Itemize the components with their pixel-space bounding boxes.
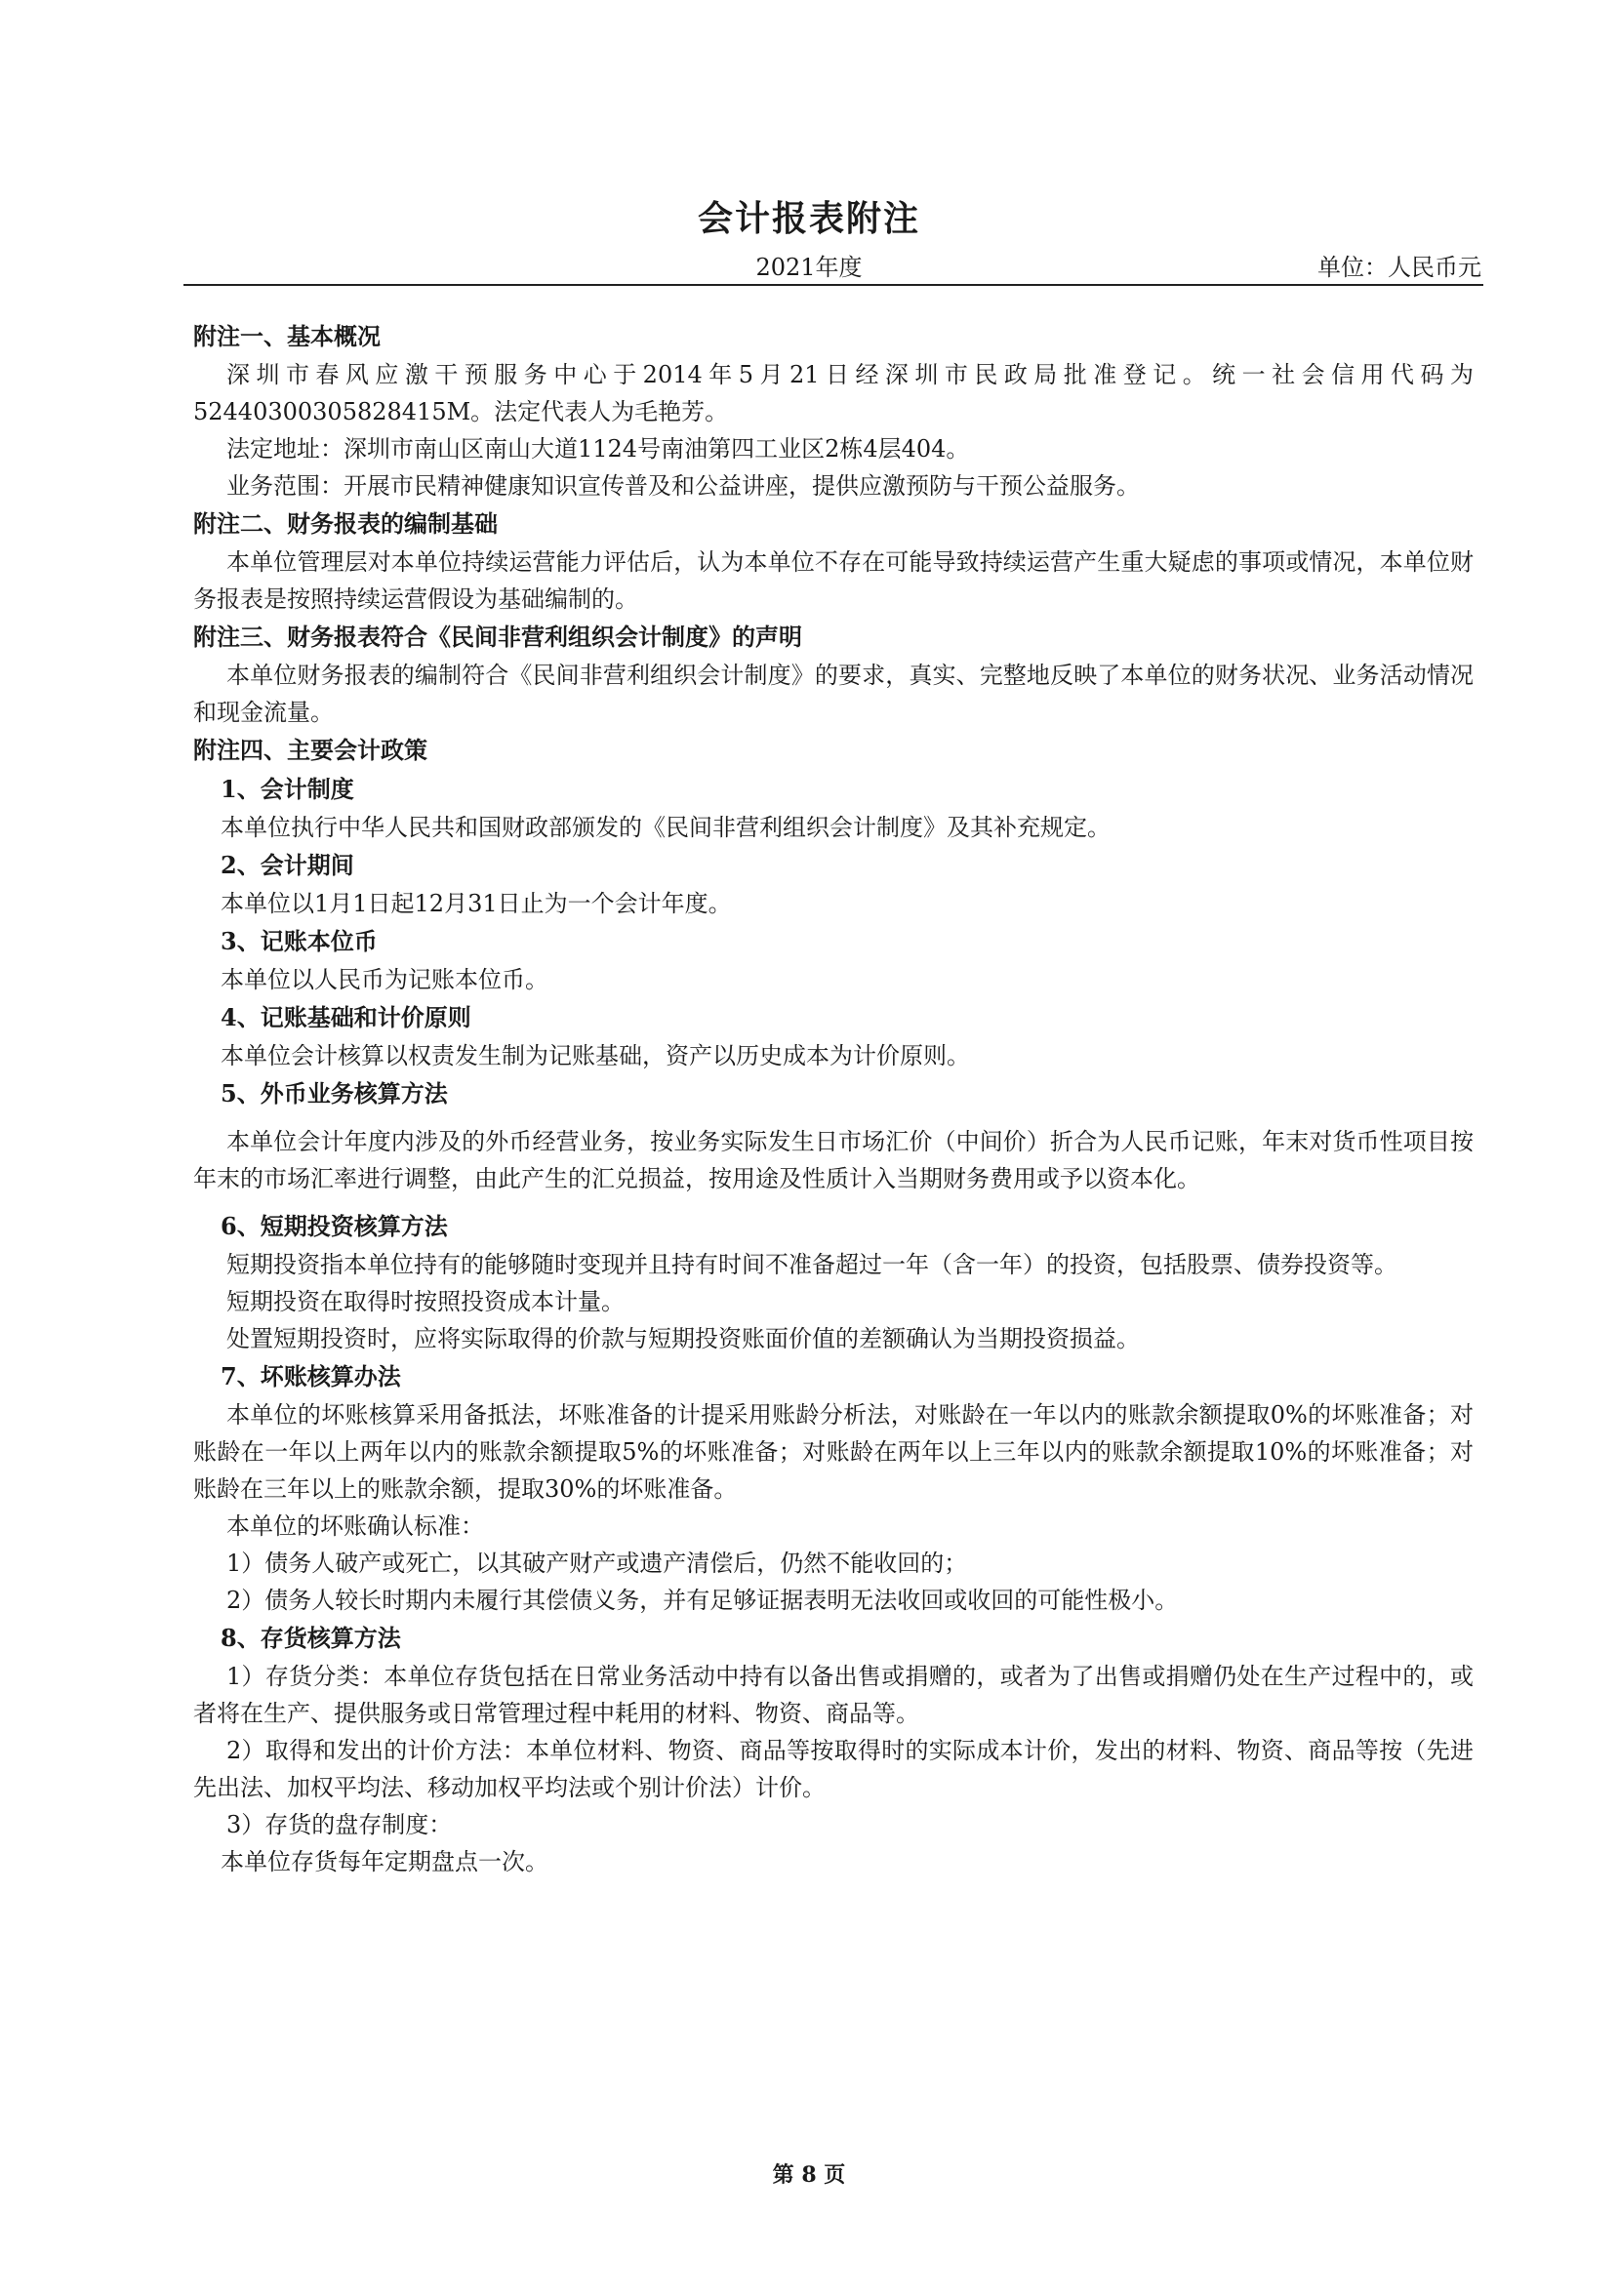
paragraph: 2）债务人较长时期内未履行其偿债义务，并有足够证据表明无法收回或收回的可能性极小。 <box>226 1587 1179 1614</box>
notes-body <box>193 317 1474 1880</box>
page-title: 会计报表附注 <box>697 198 920 239</box>
paragraph: 1）债务人破产或死亡，以其破产财产或遗产清偿后，仍然不能收回的； <box>226 1550 968 1577</box>
subsection-heading: 1、会计制度 <box>221 775 354 803</box>
paragraph: 本单位以1月1日起12月31日止为一个会计年度。 <box>221 890 732 917</box>
paragraph: 本单位执行中华人民共和国财政部颁发的《民间非营利组织会计制度》及其补充规定。 <box>221 814 1111 841</box>
paragraph: 处置短期投资时，应将实际取得的价款与短期投资账面价值的差额确认为当期投资损益。 <box>226 1325 1140 1352</box>
report-year: 2021年度 <box>755 254 863 281</box>
spacer <box>193 1113 1474 1123</box>
paragraph: 本单位以人民币为记账本位币。 <box>221 966 548 993</box>
subsection-heading: 2、会计期间 <box>221 851 354 879</box>
subsection-heading: 7、坏账核算办法 <box>221 1362 401 1390</box>
paragraph: 短期投资在取得时按照投资成本计量。 <box>226 1288 625 1315</box>
section-heading: 附注三、财务报表符合《民间非营利组织会计制度》的声明 <box>193 623 802 651</box>
subsection-heading: 6、短期投资核算方法 <box>221 1212 448 1240</box>
subsection-heading: 5、外币业务核算方法 <box>221 1079 448 1108</box>
paragraph: 法定地址：深圳市南山区南山大道1124号南油第四工业区2栋4层404。 <box>226 435 970 463</box>
paragraph: 1）存货分类：本单位存货包括在日常业务活动中持有以备出售或捐赠的，或者为了出售或捐赠仍处在生产过程中的，或者将在生产、提供服务或日常管理过程中耗用的材料、物资、商品等。 <box>193 1663 1474 1727</box>
section-heading: 附注四、主要会计政策 <box>193 736 427 764</box>
paragraph: 2）取得和发出的计价方法：本单位材料、物资、商品等按取得时的实际成本计价，发出的材料、物资、商品等按（先进先出法、加权平均法、移动加权平均法或个别计价法）计价。 <box>193 1737 1474 1801</box>
paragraph: 3）存货的盘存制度： <box>226 1811 453 1838</box>
paragraph: 本单位财务报表的编制符合《民间非营利组织会计制度》的要求，真实、完整地反映了本单位的财务状况、业务活动情况和现金流量。 <box>193 662 1474 726</box>
subsection-heading: 8、存货核算方法 <box>221 1624 401 1652</box>
paragraph: 本单位的坏账确认标准： <box>226 1512 484 1540</box>
header-divider <box>183 284 1483 286</box>
paragraph: 本单位的坏账核算采用备抵法，坏账准备的计提采用账龄分析法，对账龄在一年以内的账款余额提取0%的坏账准备；对账龄在一年以上两年以内的账款余额提取5%的坏账准备；对账龄在两年以上三年以内的账款余额提取10%的坏账准备；对账龄在三年以上的账款余额，提取30%的坏账准备。 <box>193 1401 1474 1503</box>
subsection-heading: 4、记账基础和计价原则 <box>221 1003 471 1031</box>
subsection-heading: 3、记账本位币 <box>221 927 378 955</box>
paragraph: 业务范围：开展市民精神健康知识宣传普及和公益讲座，提供应激预防与干预公益服务。 <box>226 472 1140 500</box>
section-heading: 附注二、财务报表的编制基础 <box>193 509 498 538</box>
paragraph: 本单位会计核算以权责发生制为记账基础，资产以历史成本为计价原则。 <box>221 1042 970 1069</box>
paragraph: 本单位管理层对本单位持续运营能力评估后，认为本单位不存在可能导致持续运营产生重大疑虑的事项或情况，本单位财务报表是按照持续运营假设为基础编制的。 <box>193 548 1474 613</box>
section-heading: 附注一、基本概况 <box>193 322 381 350</box>
paragraph: 短期投资指本单位持有的能够随时变现并且持有时间不准备超过一年（含一年）的投资，包括股票、债券投资等。 <box>226 1251 1397 1278</box>
spacer <box>193 1197 1474 1207</box>
page-number: 第 8 页 <box>772 2162 846 2188</box>
paragraph: 本单位存货每年定期盘点一次。 <box>221 1848 548 1875</box>
paragraph: 本单位会计年度内涉及的外币经营业务，按业务实际发生日市场汇价（中间价）折合为人民币记账，年末对货币性项目按年末的市场汇率进行调整，由此产生的汇兑损益，按用途及性质计入当期财务费用或予以资本化。 <box>193 1128 1474 1192</box>
currency-unit: 单位：人民币元 <box>1317 254 1481 281</box>
paragraph: 深圳市春风应激干预服务中心于2014年5月21日经深圳市民政局批准登记。统一社会信用代码为52440300305828415M。法定代表人为毛艳芳。 <box>193 361 1474 425</box>
